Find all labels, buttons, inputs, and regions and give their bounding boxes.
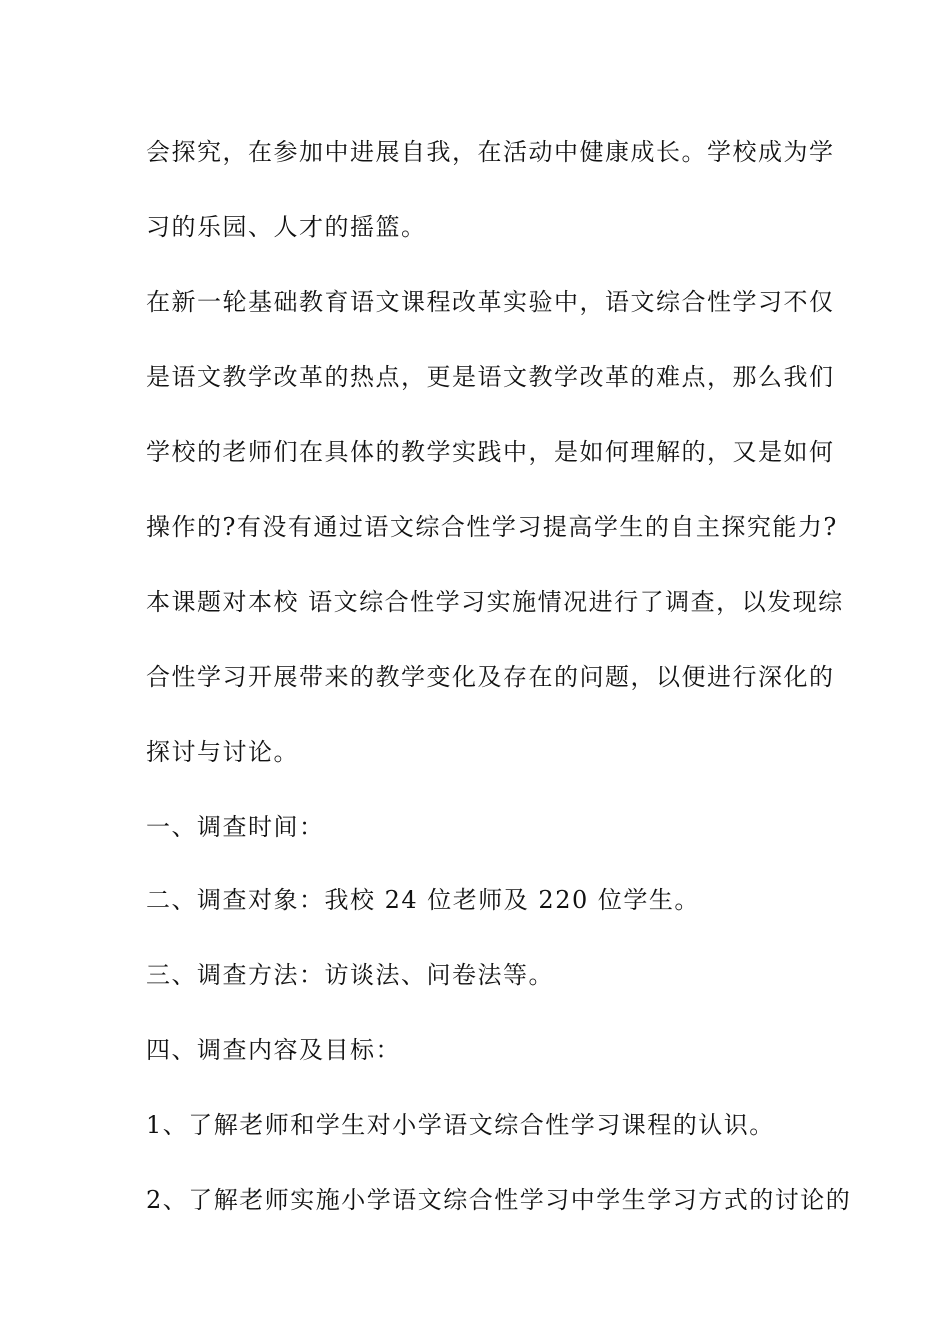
paragraph-2-line-2: 是语文教学改革的热点，更是语文教学改革的难点，那么我们 xyxy=(146,363,835,391)
paragraph-2-line-6: 合性学习开展带来的教学变化及存在的问题，以便进行深化的 xyxy=(146,663,835,691)
paragraph-2-line-7: 探讨与讨论。 xyxy=(146,738,299,766)
section-heading-methods: 三、调查方法：访谈法、问卷法等。 xyxy=(146,961,554,989)
section-heading-time: 一、调查时间： xyxy=(146,813,325,841)
section-heading-subjects: 二、调查对象：我校 24 位老师及 220 位学生。 xyxy=(146,886,700,914)
paragraph-2-line-4: 操作的?有没有通过语文综合性学习提高学生的自主探究能力? xyxy=(146,513,838,541)
paragraph-1-line-2: 习的乐园、人才的摇篮。 xyxy=(146,213,427,241)
paragraph-2-line-3: 学校的老师们在具体的教学实践中，是如何理解的，又是如何 xyxy=(146,438,835,466)
list-item-2: 2、了解老师实施小学语文综合性学习中学生学习方式的讨论的 xyxy=(146,1186,852,1214)
list-item-1: 1、了解老师和学生对小学语文综合性学习课程的认识。 xyxy=(146,1111,775,1139)
paragraph-1-line-1: 会探究，在参加中进展自我，在活动中健康成长。学校成为学 xyxy=(146,138,835,166)
paragraph-2-line-1: 在新一轮基础教育语文课程改革实验中，语文综合性学习不仅 xyxy=(146,288,835,316)
section-heading-content: 四、调查内容及目标： xyxy=(146,1036,401,1064)
paragraph-2-line-5: 本课题对本校 语文综合性学习实施情况进行了调查，以发现综 xyxy=(146,588,844,616)
